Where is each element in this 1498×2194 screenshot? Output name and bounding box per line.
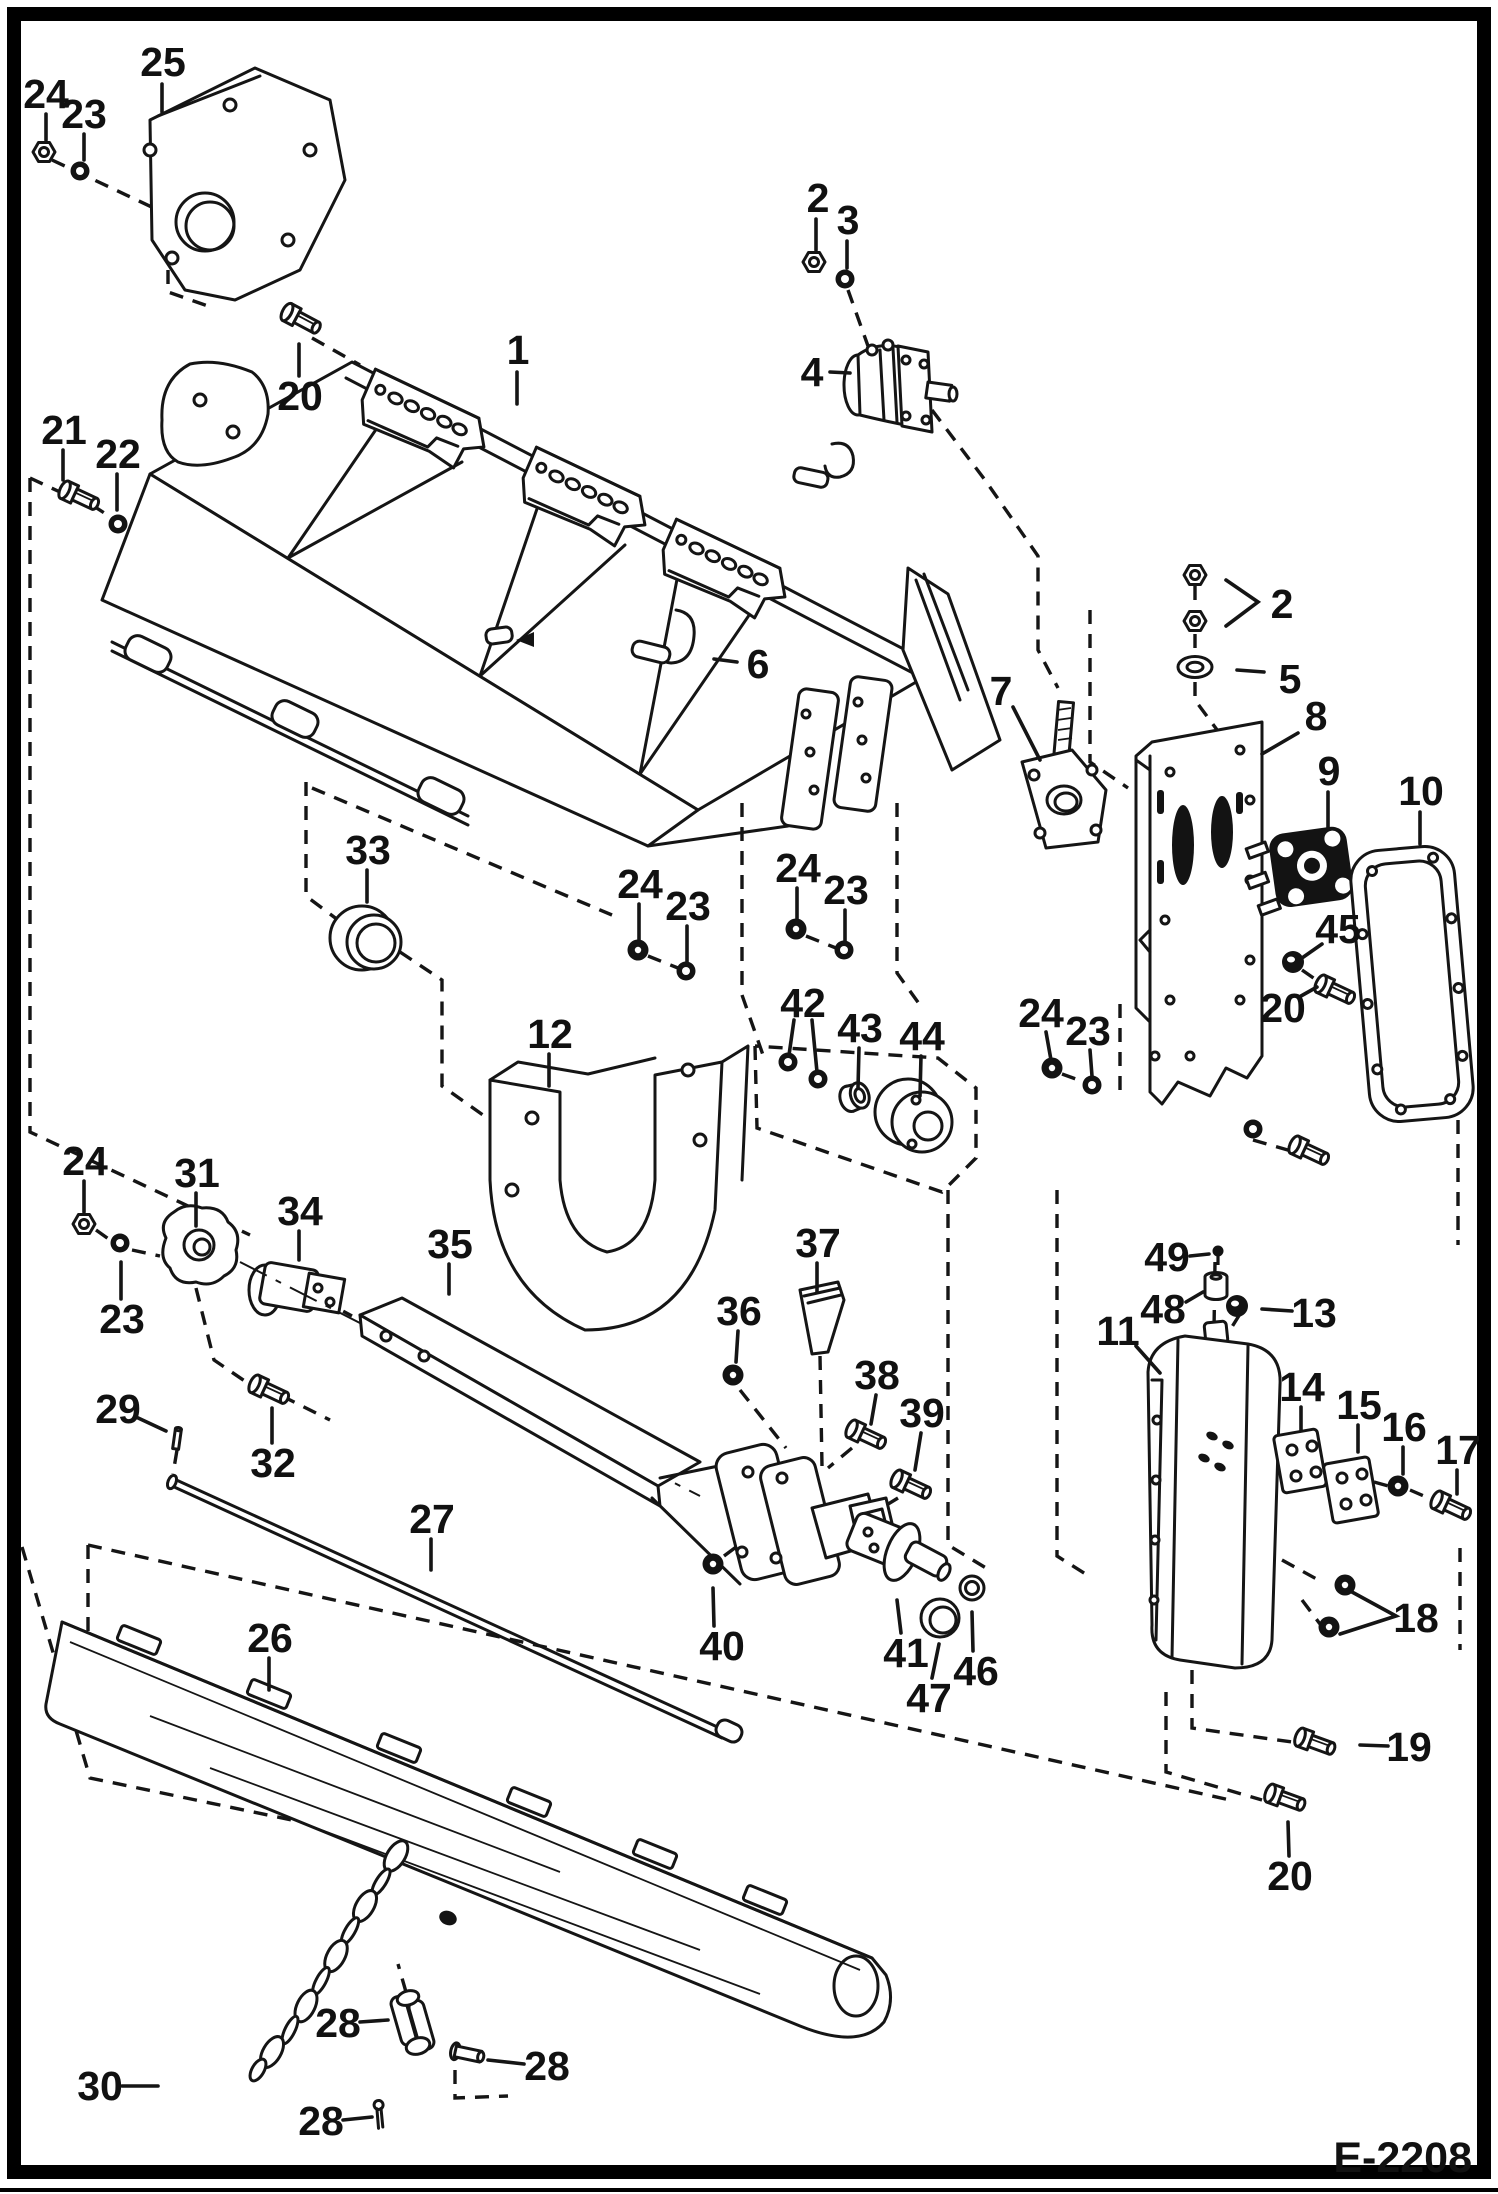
callout-leader xyxy=(1262,1309,1292,1311)
plug-part xyxy=(1282,951,1304,973)
callout-label: 31 xyxy=(174,1150,220,1196)
locknut-part xyxy=(723,1365,744,1386)
callout-label: 33 xyxy=(345,827,391,873)
washer-part xyxy=(836,270,855,289)
callout-label: 41 xyxy=(883,1630,929,1676)
washer-part xyxy=(111,1234,130,1253)
callout-label: 23 xyxy=(823,867,869,913)
callout-label: 4 xyxy=(800,349,824,395)
callout-label: 20 xyxy=(277,373,323,419)
callout-label: 2 xyxy=(806,175,830,221)
callout-label: 10 xyxy=(1398,768,1444,814)
callout-label: 24 xyxy=(617,861,663,907)
callout-label: 28 xyxy=(298,2098,344,2144)
washer-part xyxy=(677,962,696,981)
callout-leader xyxy=(858,1048,859,1088)
flatwasher-part xyxy=(1178,657,1212,678)
callout-label: 6 xyxy=(746,641,770,687)
washer-part xyxy=(109,515,128,534)
callout-label: 44 xyxy=(899,1013,945,1059)
callout-label: 36 xyxy=(716,1288,762,1334)
callout-label: 27 xyxy=(409,1496,455,1542)
locknut-part xyxy=(703,1554,724,1575)
callout-leader xyxy=(972,1612,973,1651)
callout-label: 43 xyxy=(837,1005,883,1051)
callout-label: 17 xyxy=(1435,1427,1481,1473)
callout-label: 28 xyxy=(315,2000,361,2046)
callout-label: 8 xyxy=(1304,693,1328,739)
callout-leader xyxy=(736,1331,738,1362)
callout-label: 49 xyxy=(1144,1234,1190,1280)
hexnut-part xyxy=(1184,566,1206,585)
callout-leader xyxy=(1360,1745,1388,1746)
callout-label: 11 xyxy=(1096,1308,1140,1354)
callout-leader xyxy=(830,372,850,373)
callout-label: 7 xyxy=(989,668,1013,714)
plug-part xyxy=(1226,1295,1248,1317)
callout-label: 23 xyxy=(99,1296,145,1342)
callout-label: 19 xyxy=(1386,1724,1432,1770)
side-plate xyxy=(1136,722,1262,1104)
callout-label: 23 xyxy=(1065,1008,1111,1054)
bearing-flange xyxy=(163,1206,238,1284)
callout-leader xyxy=(1237,670,1264,672)
callout-label: 9 xyxy=(1317,748,1341,794)
figure-code: E-2208 xyxy=(1333,2134,1472,2182)
gasket xyxy=(1348,844,1475,1124)
hexnut-part xyxy=(803,253,825,272)
callout-label: 48 xyxy=(1140,1286,1186,1332)
washer-part xyxy=(1083,1076,1102,1095)
callout-label: 22 xyxy=(95,431,141,477)
callout-label: 21 xyxy=(41,407,87,453)
hexnut-part xyxy=(33,143,55,162)
locknut-part xyxy=(1388,1476,1409,1497)
callout-label: 30 xyxy=(77,2063,123,2109)
locknut-part xyxy=(1319,1617,1340,1638)
callout-label: 24 xyxy=(23,71,69,117)
callout-label: 12 xyxy=(527,1011,573,1057)
callout-label: 42 xyxy=(780,980,826,1026)
callout-label: 20 xyxy=(1267,1853,1313,1899)
callout-label: 32 xyxy=(250,1440,296,1486)
callout-label: 34 xyxy=(277,1188,323,1234)
callout-label: 38 xyxy=(854,1352,900,1398)
callout-label: 23 xyxy=(61,91,107,137)
callout-label: 40 xyxy=(699,1623,745,1669)
callout-label: 2 xyxy=(1270,581,1294,627)
washer-part xyxy=(1244,1120,1263,1139)
callout-label: 47 xyxy=(906,1675,952,1721)
callout-label: 3 xyxy=(836,197,860,243)
callout-label: 1 xyxy=(506,327,530,373)
callout-label: 24 xyxy=(62,1138,108,1184)
callout-label: 29 xyxy=(95,1386,141,1432)
callout-label: 26 xyxy=(247,1615,293,1661)
callout-label: 37 xyxy=(795,1220,841,1266)
callout-label: 5 xyxy=(1278,656,1302,702)
callout-label: 16 xyxy=(1381,1404,1427,1450)
callout-label: 24 xyxy=(775,845,821,891)
cup-part xyxy=(1205,1273,1227,1300)
callout-leader xyxy=(920,1056,921,1096)
reservoir-tank xyxy=(1148,1321,1280,1668)
callout-label: 24 xyxy=(1018,990,1064,1036)
callout-label: 45 xyxy=(1315,906,1361,952)
callout-label: 25 xyxy=(140,39,186,85)
callout-leader xyxy=(360,2020,388,2022)
ring-part xyxy=(960,1576,984,1600)
callout-leader xyxy=(713,1588,714,1626)
callout-label: 20 xyxy=(1260,985,1306,1031)
callout-label: 23 xyxy=(665,883,711,929)
callout-label: 18 xyxy=(1393,1595,1439,1641)
callout-label: 13 xyxy=(1291,1290,1337,1336)
callout-label: 35 xyxy=(427,1221,473,1267)
callout-label: 15 xyxy=(1336,1382,1382,1428)
callout-label: 28 xyxy=(524,2043,570,2089)
washer-part xyxy=(71,162,90,181)
callout-label: 39 xyxy=(899,1390,945,1436)
hexnut-part xyxy=(1184,612,1206,631)
callout-leader xyxy=(1288,1822,1289,1856)
callout-label: 46 xyxy=(953,1648,999,1694)
pin-part xyxy=(173,1427,182,1449)
hexnut-part xyxy=(73,1215,95,1234)
callout-label: 14 xyxy=(1279,1364,1325,1410)
callout-leader xyxy=(1190,1254,1209,1256)
